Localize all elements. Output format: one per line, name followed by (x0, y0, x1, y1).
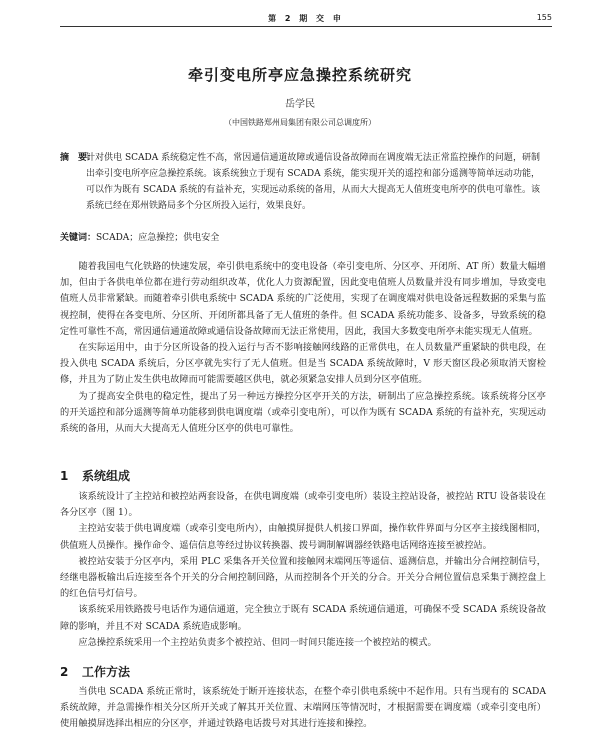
abstract-label: 摘 要： (60, 153, 97, 163)
keywords-label: 关键词： (60, 233, 97, 243)
section-1-body (60, 489, 546, 651)
body-paragraph: 主控站安装于供电调度端（或牵引变电所内），由触摸屏提供人机接口界面，操作软件界面与分区亭主接线图相同，供值班人员操作。操作命令、遥信信息等经过协议转换器、拨号调制解调器经铁路电话网络连接至被控站。 (60, 523, 546, 551)
body-paragraph: 该系统采用铁路拨号电话作为通信通道，完全独立于既有 SCADA 系统通信通道，可确保不受 SCADA 系统设备故障的影响，并且不对 SCADA 系统造成影响。 (60, 604, 546, 632)
section-title: 系统组成 (82, 469, 131, 483)
body-paragraph: 应急操控系统采用一个主控站负责多个被控站、但同一时间只能连接一个被控站的模式。 (78, 636, 437, 648)
author-affiliation: （中国铁路郑州局集团有限公司总调度所） (224, 118, 376, 127)
page-number: 155 (536, 13, 552, 22)
journal-name: 第 2 期 交 申 (268, 14, 344, 23)
author-name: 岳学民 (285, 99, 315, 110)
introduction (60, 259, 546, 437)
section-2-body (60, 684, 546, 733)
body-paragraph: 该系统设计了主控站和被控站两套设备，在供电调度端（或牵引变电所）装设主控站设备，被控站 RTU 设备装设在各分区亭（图 1）。 (60, 491, 546, 519)
keywords (60, 230, 219, 243)
keywords-text: SCADA；应急操控；供电安全 (96, 233, 220, 243)
intro-paragraph: 为了提高安全供电的稳定性，提出了另一种远方操控分区亭开关的方法，研制出了应急操控系统。该系统将分区亭的开关遥控和部分遥测等简单功能移到供电调度端（或牵引变电所），可以作为既有 SCADA 系统的有益补充，实现远动系统的备用，从而大大提高无人值班分区亭的供电可靠性。 (60, 390, 546, 435)
section-number: 2 (60, 665, 69, 679)
section-heading-2 (60, 663, 130, 680)
section-number: 1 (60, 469, 69, 483)
intro-paragraph: 随着我国电气化铁路的快速发展，牵引供电系统中的变电设备（牵引变电所、分区亭、开闭所、AT 所）数量大幅增加，但由于各供电单位都在进行劳动组织改革，优化人力资源配置，因此变电值班人员数量并没有同步增加，导致变电值班人员非常紧缺。而随着牵引供电系统中 SCADA 系统的广泛使用，实现了在调度端对供电设备远程数据的采集与监视控制，使得在各变电所、分区所、开闭所都具备了无人值班的条件。但 SCADA 系统功能多、设备多，导致系统的稳定性可靠性不高，常因通信通道故障或通信设备故障而无法正常使用，因此，我国大多数变电所亭未能实现无人值班。 (60, 261, 546, 337)
article-title: 牵引变电所亭应急操控系统研究 (187, 66, 412, 84)
abstract (60, 150, 540, 214)
abstract-text: 针对供电 SCADA 系统稳定性不高，常因通信通道故障或通信设备故障而在调度端无法正常监控操作的问题，研制出牵引变电所亭应急操控系统。该系统独立于现有 SCADA 系统，能实现开关的遥控和部分遥测等简单远动功能，可以作为既有 SCADA 系统的有益补充，实现远动系统的备用，从而大大提高无人值班变电所亭的供电可靠性。该系统已经在郑州铁路局多个分区所投入运行，效果良好。 (86, 153, 540, 211)
body-paragraph: 被控站安装于分区亭内，采用 PLC 采集各开关位置和接触网末端网压等遥信、遥测信息，并输出分合闸控制信号，经继电器板输出后连接至各个开关的分合闸控制回路，从而控制各个开关的分合。开关分合闸位置信息采集于测控盘上的红色信号灯信号。 (60, 555, 546, 600)
running-header (60, 10, 552, 27)
body-paragraph: 当供电 SCADA 系统正常时，该系统处于断开连接状态，在整个牵引供电系统中不起作用。只有当现有的 SCADA 系统故障，并急需操作相关分区所开关或了解其开关位置、末端网压等情况时，才根据需要在调度端（或牵引变电所）使用触摸屏选择出相应的分区亭，并通过铁路电话拨号对其进行连接和操控。 (60, 686, 546, 730)
section-heading-1 (60, 467, 130, 484)
section-title: 工作方法 (82, 665, 131, 679)
intro-paragraph: 在实际运用中，由于分区所设备的投入运行与否不影响接触网线路的正常供电，在人员数量严重紧缺的供电段，在投入供电 SCADA 系统后，分区亭就先实行了无人值班。但是当 SCADA 系统故障时，V 形天窗区段必须取消天窗检修，并且为了防止发生供电故障而可能需要越区供电，就必须紧急安排人员到分区亭值班。 (60, 342, 546, 386)
